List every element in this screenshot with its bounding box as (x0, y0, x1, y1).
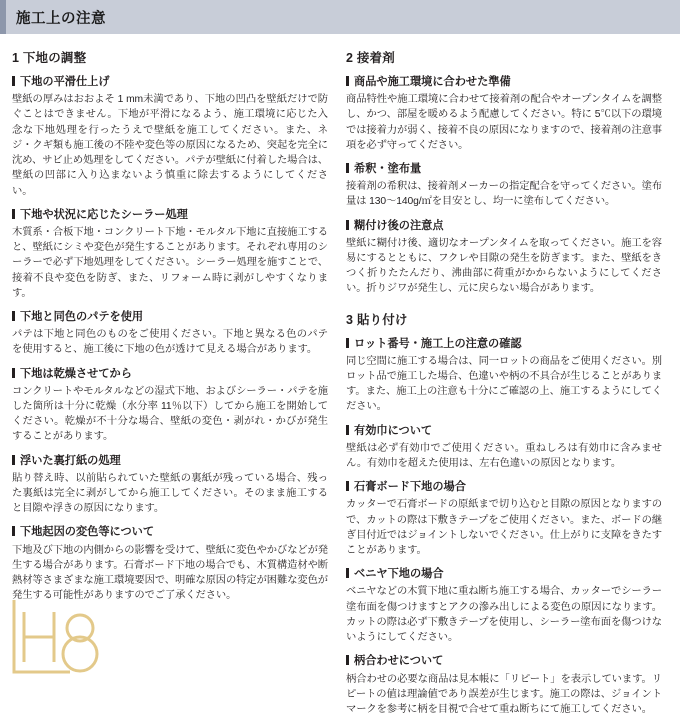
block-heading: 糊付け後の注意点 (346, 219, 662, 234)
section-heading-2: 2 接着剤 (346, 51, 395, 65)
block-body: 壁紙の厚みはおおよそ 1 mm未満であり、下地の凹凸を壁紙だけで防ぐことはできません。下地が平滑になるよう、施工環境に応じた入念な下地処理を行ったうえで壁紙を施工してください。また、ネジ・クギ類も施工後の不陸や変色等の原因になるため、突起を完全に沈め、サビ止め処理をしてください。パテが壁紙に付着した場合は、壁紙の凹部に入り込まないよう慎重に除去するようにしてください。 (12, 94, 328, 197)
block-body: 同じ空間に施工する場合は、同一ロットの商品をご使用ください。別ロット品で施工した場合、色違いや柄の不具合が生じることがあります。また、施工上の注意も十分にご確認の上、施工するようにしてください。 (346, 355, 662, 413)
block-discoloration (12, 525, 328, 603)
column-right (346, 48, 662, 726)
block-body: 貼り替え時、以前貼られていた壁紙の裏紙が残っている場合、残った裏紙は完全に剥がしてから施工してください。そのまま施工すると目隙や浮きの原因になります。 (12, 472, 328, 515)
block-heading: 有効巾について (346, 424, 662, 439)
block-heading: ベニヤ下地の場合 (346, 567, 662, 582)
block-heading: 商品や施工環境に合わせた準備 (346, 75, 662, 90)
block-plywood-substrate (346, 567, 662, 645)
block-putty-color (12, 310, 328, 358)
block-sealer-treatment (12, 208, 328, 301)
block-lot-number (346, 337, 662, 415)
block-drying (12, 367, 328, 445)
block-heading: 石膏ボード下地の場合 (346, 480, 662, 495)
block-effective-width (346, 424, 662, 472)
block-heading: 柄合わせについて (346, 654, 662, 669)
block-gypsum-board (346, 480, 662, 558)
block-body: ベニヤなどの木質下地に重ね断ち施工する場合、カッターでシーラー塗布面を傷つけますとアクの滲み出しによる変色の原因になります。カットの際は必ず下敷きテープを使用し、シーラー塗布面を傷つけないようにしてください。 (346, 586, 662, 644)
block-pattern-matching (346, 654, 662, 717)
block-heading: 浮いた裏打紙の処理 (12, 454, 328, 469)
block-heading: 下地の平滑仕上げ (12, 75, 328, 90)
block-adhesive-prep (346, 75, 662, 153)
block-substrate-smoothing (12, 75, 328, 199)
block-heading: 下地や状況に応じたシーラー処理 (12, 208, 328, 223)
section-heading-1: 1 下地の調整 (12, 51, 87, 65)
block-body: 接着剤の希釈は、接着剤メーカーの指定配合を守ってください。塗布量は 130～140g/㎡を目安とし、均一に塗布してください。 (346, 181, 662, 208)
block-body: 下地及び下地の内側からの影響を受けて、壁紙に変色やかびなどが発生する場合があります。石膏ボード下地の場合でも、木質構造材や断熱材等さまざまな施工環境要因で、明確な原因の特定が困難な変色が発生する可能性がありますのでご了承ください。 (12, 544, 328, 602)
block-body: 壁紙は必ず有効巾でご使用ください。重ねしろは有効巾に含みません。有効巾を超えた使用は、左右色違いの原因となります。 (346, 442, 662, 470)
section-heading-3: 3 貼り付け (346, 312, 408, 327)
block-heading: ロット番号・施工上の注意の確認 (346, 337, 662, 352)
block-heading: 希釈・塗布量 (346, 162, 662, 177)
block-body: パテは下地と同色のものをご使用ください。下地と異なる色のパテを使用すると、施工後に下地の色が透けて見える場合があります。 (12, 329, 328, 356)
block-after-pasting (346, 219, 662, 297)
block-dilution-amount (346, 162, 662, 210)
block-heading: 下地と同色のパテを使用 (12, 310, 328, 325)
header-bar (6, 0, 680, 34)
block-body: 商品特性や施工環境に合わせて接着剤の配合やオープンタイムを調整し、かつ、部屋を暖めるよう配慮してください。特に 5℃以下の環境では接着力が弱く、接着不良の原因になりますので、接着剤の注意事項を必ず守ってください。 (346, 94, 662, 151)
page-title: 施工上の注意 (16, 10, 106, 27)
block-heading: 下地起因の変色等について (12, 525, 328, 540)
content-columns (0, 34, 680, 726)
block-backing-paper (12, 454, 328, 517)
block-body: 木質系・合板下地・コンクリート下地・モルタル下地に直接施工すると、壁紙にシミや変色が発生することがあります。それぞれ専用のシーラーで必ず下地処理をしてください。シーラー処理を施すことで、接着不良や変色を防ぎ、また、リフォーム時に剥がしやすくなります。 (12, 226, 328, 299)
column-left (12, 48, 328, 726)
block-body: 柄合わせの必要な商品は見本帳に「リピート」を表示しています。リピートの値は理論値であり誤差が生じます。施工の際は、ジョイントマークを参考に柄を目視で合せて重ね断ちにて施工してください。 (346, 673, 662, 715)
block-body: コンクリートやモルタルなどの湿式下地、およびシーラー・パテを施した箇所は十分に乾燥（水分率 11％以下）してから施工を開始してください。乾燥が不十分な場合、壁紙の変色・剥がれ・かびが発生することがあります。 (12, 385, 328, 443)
block-body: 壁紙に糊付け後、適切なオープンタイムを取ってください。施工を容易にするとともに、フクレや目隙の発生を防ぎます。また、壁紙をきつく折りたたんだり、沸曲部に荷重がかからないようにしてください。折りジワが発生し、元に戻らない場合があります。 (346, 237, 662, 295)
document-header (0, 0, 680, 34)
block-heading: 下地は乾燥させてから (12, 367, 328, 382)
block-body: カッターで石膏ボードの原紙まで切り込むと目隙の原因となりますので、カットの際は下敷きテープをご使用ください。また、ボードの継ぎ目付近ではジョイントしないでください。仕上がりに支障をきたすことがあります。 (346, 499, 662, 557)
